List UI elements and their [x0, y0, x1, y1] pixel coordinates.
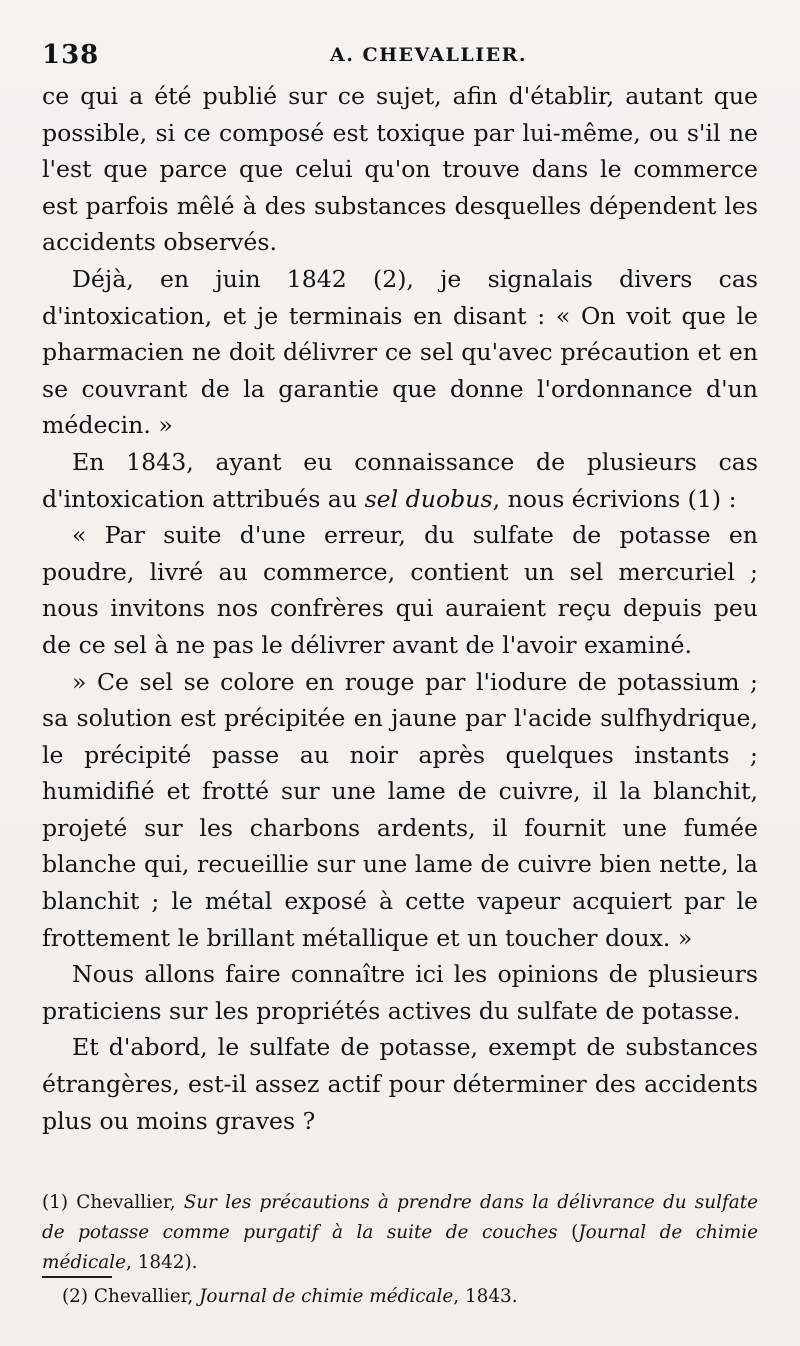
paragraph-1843-text-b: , nous écrivions (1) : — [492, 484, 737, 513]
footnote-2-journal: Journal de chimie médicale — [199, 1286, 454, 1307]
footnote-1-close: , 1842). — [126, 1252, 198, 1273]
footnote-rule — [42, 1276, 112, 1278]
footnote-1-journal: Journal de chimie médicale — [42, 1222, 758, 1273]
body-text — [42, 78, 758, 1139]
sel-duobus-italic: sel duobus — [364, 484, 493, 513]
paragraph-1843-text-a: En 1843, ayant eu connaissance de plusieurs cas d'intoxication attribués au — [42, 447, 758, 513]
footnote-2 — [62, 1282, 518, 1312]
running-head — [42, 40, 758, 70]
footnote-1-author: Chevallier, — [68, 1192, 184, 1213]
paragraph-opinions: Nous allons faire connaître ici les opinions de plusieurs praticiens sur les propriétés actives du sulfate de potasse. — [42, 960, 758, 1025]
quote-paragraph-1: « Par suite d'une erreur, du sulfate de potasse en poudre, livré au commerce, contient un sel mercuriel ; nous invitons nos confrères qui auraient reçu depuis peu de ce sel à ne pas le délivrer avant de l'avoir examiné. — [42, 521, 758, 659]
footnote-1 — [42, 1188, 758, 1278]
footnote-2-author: Chevallier, — [88, 1286, 200, 1307]
paragraph-continuation: ce qui a été publié sur ce sujet, afin d'établir, autant que possible, si ce composé est toxique par lui-même, ou s'il ne l'est que parce que celui qu'on trouve dans le commerce est parfois mêlé à des substances desquelles dépendent les accidents observés. — [42, 82, 758, 257]
paragraph-question: Et d'abord, le sulfate de potasse, exempt de substances étrangères, est-il assez actif pour déterminer des accidents plus ou moins graves ? — [42, 1033, 758, 1135]
footnote-1-title: Sur les précautions à prendre dans la délivrance du sulfate de potasse comme purgatif à la suite de couches — [42, 1192, 758, 1243]
footnote-2-marker: (2) — [62, 1286, 89, 1307]
page-number: 138 — [42, 40, 100, 70]
footnotes — [42, 1188, 758, 1278]
footnote-1-marker: (1) — [42, 1192, 69, 1213]
running-title: A. CHEVALLIER. — [330, 44, 528, 66]
quote-paragraph-2: » Ce sel se colore en rouge par l'iodure de potassium ; sa solution est précipitée en jaune par l'acide sulfhydrique, le précipité passe au noir après quelques instants ; humidifié et frotté sur une lame de cuivre, il la blanchit, projeté sur les charbons ardents, il fournit une fumée blanche qui, recueillie sur une lame de cuivre bien nette, la blanchit ; le métal exposé à cette vapeur acquiert par le frottement le brillant métallique et un toucher doux. » — [42, 667, 758, 952]
footnote-2-year: , 1843. — [453, 1286, 518, 1307]
paragraph-1843 — [42, 444, 758, 517]
footnote-1-open: ( — [557, 1222, 579, 1243]
paragraph-juin-1842: Déjà, en juin 1842 (2), je signalais divers cas d'intoxication, et je terminais en disant : « On voit que le pharmacien ne doit délivrer ce sel qu'avec précaution et en se couvrant de la garantie que donne l'ordonnance d'un médecin. » — [42, 264, 758, 440]
